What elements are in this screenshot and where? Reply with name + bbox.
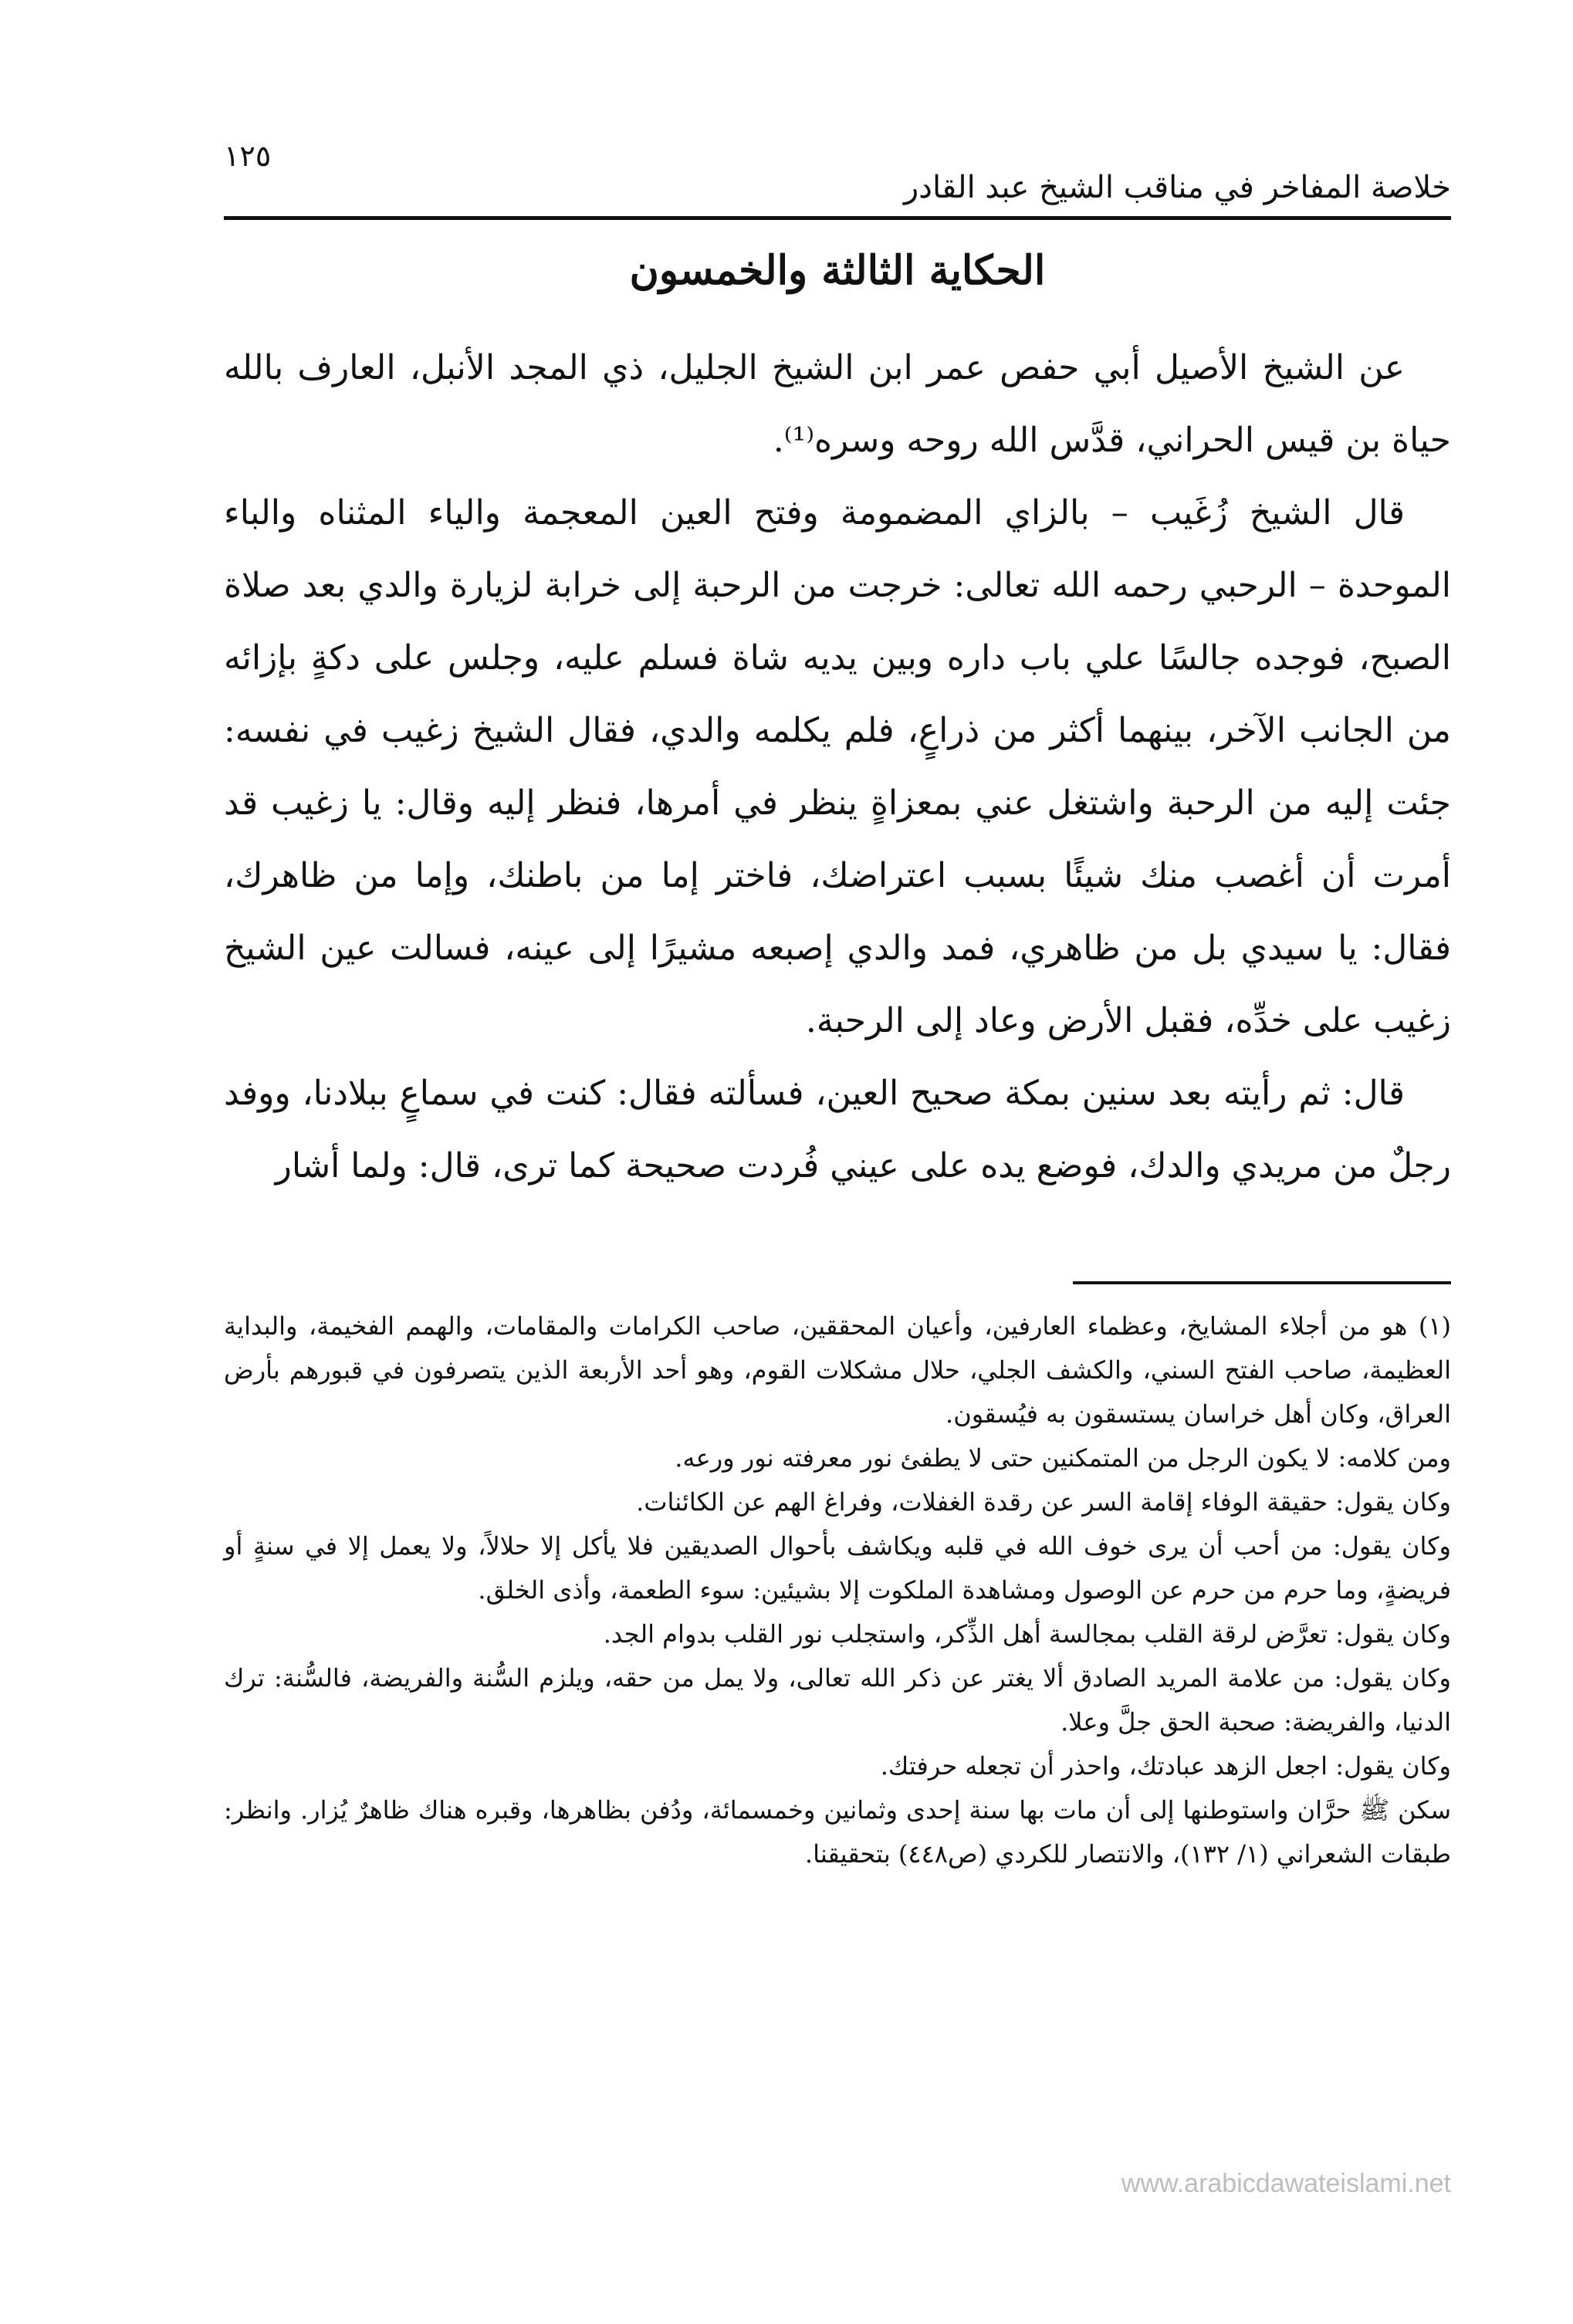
- footnote-item: وكان يقول: اجعل الزهد عبادتك، واحذر أن تجعله حرفتك.: [880, 1751, 1451, 1781]
- footnote-item: وكان يقول: من أحب أن يرى خوف الله في قلبه ويكاشف بأحوال الصديقين فلا يأكل إلا حلالاً، ولا يعمل إلا في سنةٍ أو فريضةٍ، وما حرم من حرم عن الوصول ومشاهدة الملكوت إلا بشيئين: سوء الطعمة، وأذى الخلق.: [224, 1531, 1451, 1605]
- footnote-item: وكان يقول: حقيقة الوفاء إقامة السر عن رقدة الغفلات، وفراغ الهم عن الكائنات.: [636, 1487, 1451, 1517]
- main-text: [224, 332, 1451, 1203]
- footnote-separator: [1073, 1281, 1451, 1284]
- page-number: ١٢٥: [224, 139, 272, 173]
- page-header: [224, 131, 1451, 220]
- footnote-item: سكن ﷺ حرَّان واستوطنها إلى أن مات بها سنة إحدى وثمانين وخمسمائة، ودُفن بظاهرها، وقبره هناك ظاهرٌ يُزار. وانظر: طبقات الشعراني (١/ ١٣٢)، والانتصار للكردي (ص٤٤٨) بتحقيقنا.: [224, 1795, 1451, 1869]
- chapter-title: الحكاية الثالثة والخمسون: [629, 247, 1046, 294]
- footnote-item: وكان يقول: تعرَّض لرقة القلب بمجالسة أهل الذِّكر، واستجلب نور القلب بدوام الجد.: [603, 1619, 1451, 1649]
- website-watermark: www.arabicdawateislami.net: [1121, 2169, 1451, 2198]
- footnote-item: وكان يقول: من علامة المريد الصادق ألا يغتر عن ذكر الله تعالى، ولا يمل من حقه، ويلزم السُّنة والفريضة، فالسُّنة: ترك الدنيا، والفريضة: صحبة الحق جلَّ وعلا.: [224, 1663, 1451, 1737]
- running-title: خلاصة المفاخر في مناقب الشيخ عبد القادر: [903, 170, 1451, 205]
- footnote-item: ومن كلامه: لا يكون الرجل من المتمكنين حتى لا يطفئ نور معرفته نور ورعه.: [675, 1443, 1451, 1473]
- body-paragraph: قال الشيخ زُغَيب – بالزاي المضمومة وفتح العين المعجمة والياء المثناه والباء الموحدة – الرحبي رحمه الله تعالى: خرجت من الرحبة إلى خرابة لزيارة والدي بعد صلاة الصبح، فوجده جالسًا علي باب داره وبين يديه شاة فسلم عليه، وجلس على دكةٍ بإزائه من الجانب الآخر، بينهما أكثر من ذراعٍ، فلم يكلمه والدي، فقال الشيخ زغيب في نفسه: جئت إليه من الرحبة واشتغل عني بمعزاةٍ ينظر في أمرها، فنظر إليه وقال: يا زغيب قد أمرت أن أغصب منك شيئًا بسبب اعتراضك، فاختر إما من باطنك، وإما من ظاهرك، فقال: يا سيدي بل من ظاهري، فمد والدي إصبعه مشيرًا إلى عينه، فسالت عين الشيخ زغيب على خدِّه، فقبل الأرض وعاد إلى الرحبة.: [224, 493, 1452, 1040]
- footnote-item: (١) هو من أجلاء المشايخ، وعظماء العارفين، وأعيان المحققين، صاحب الكرامات والمقامات، والهمم الفخيمة، والبداية العظيمة، صاحب الفتح السني، والكشف الجلي، حلال مشكلات القوم، وهو أحد الأربعة الذين يتصرفون في قبورهم بأرض العراق، وكان أهل خراسان يستسقون به فيُسقون.: [224, 1311, 1452, 1429]
- body-paragraph: عن الشيخ الأصيل أبي حفص عمر ابن الشيخ الجليل، ذي المجد الأنبل، العارف بالله حياة بن قيس الحراني، قدَّس الله روحه وسره⁽¹⁾.: [224, 348, 1451, 460]
- body-paragraph: قال: ثم رأيته بعد سنين بمكة صحيح العين، فسألته فقال: كنت في سماعٍ ببلادنا، ووفد رجلٌ من مريدي والدك، فوضع يده على عيني فُردت صحيحة كما ترى، قال: ولما أشار: [224, 1074, 1451, 1186]
- footnotes: [224, 1304, 1451, 1876]
